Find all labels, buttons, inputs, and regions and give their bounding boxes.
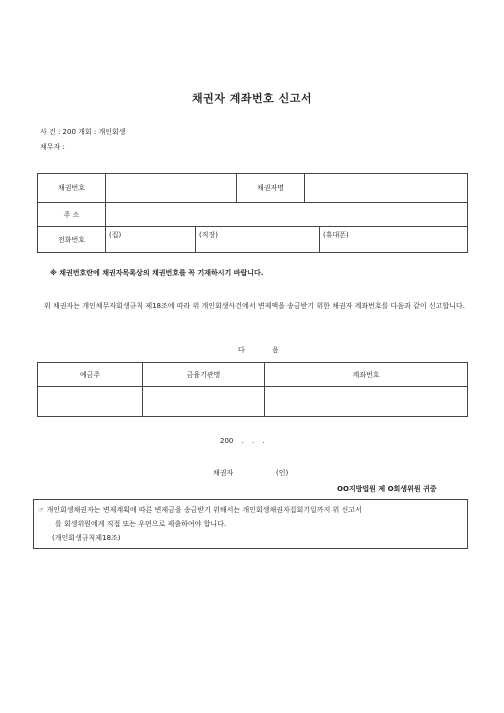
creditor-name-field[interactable] — [305, 174, 468, 203]
address-field[interactable] — [106, 203, 468, 227]
seal-label: (인) — [276, 469, 289, 477]
depositor-field[interactable] — [38, 387, 143, 417]
date-line: 200 . . . — [220, 437, 265, 445]
signer-label: 채권자 — [213, 469, 234, 477]
phone-home-field[interactable]: (집) — [106, 227, 196, 252]
case-line: 사 건 : 200 개회 : 개인회생 — [40, 128, 126, 136]
bank-label: 금융기관명 — [143, 363, 265, 387]
document-title: 채권자 계좌번호 신고서 — [192, 92, 312, 105]
footnote-line-1: ☞ 개인회생채권자는 변제계획에 따른 변제금을 송금받기 위해서는 개인회생채권자집회기일까지 위 신고서 — [38, 506, 362, 514]
notice-text: ※ 채권번호란에 채권자목록상의 채권번호를 꼭 기재하시기 바랍니다. — [50, 269, 264, 277]
phone-label: 전화번호 — [38, 227, 106, 253]
account-label: 계좌번호 — [265, 363, 468, 387]
creditor-no-field[interactable] — [106, 174, 237, 203]
court-name: OO지방법원 제 O회생위원 귀중 — [337, 485, 437, 493]
creditor-no-label: 채권번호 — [38, 174, 106, 203]
depositor-label: 예금주 — [38, 363, 143, 387]
heading-eum: 음 — [272, 346, 279, 354]
declaration-paragraph: 위 채권자는 개인채무자회생규칙 제18조에 따라 위 개인회생사건에서 변제액을 송금받기 위한 채권자 계좌번호를 다음과 같이 신고합니다. — [44, 302, 465, 310]
footnote-line-2: 를 회생위원에게 직접 또는 우편으로 제출하여야 합니다. — [55, 520, 227, 528]
account-table — [37, 362, 468, 417]
account-field[interactable] — [265, 387, 468, 417]
footnote-line-3: (개인회생규칙제18조) — [52, 534, 121, 542]
phone-work-field[interactable]: (직장) — [196, 227, 320, 252]
heading-da: 다 — [238, 346, 245, 354]
creditor-name-label: 채권자명 — [237, 174, 305, 203]
phone-mobile-field[interactable]: (휴대폰) — [323, 231, 349, 239]
address-label: 주 소 — [38, 203, 106, 227]
debtor-line: 채무자 : — [40, 143, 65, 151]
bank-field[interactable] — [143, 387, 265, 417]
creditor-info-table — [37, 173, 468, 253]
